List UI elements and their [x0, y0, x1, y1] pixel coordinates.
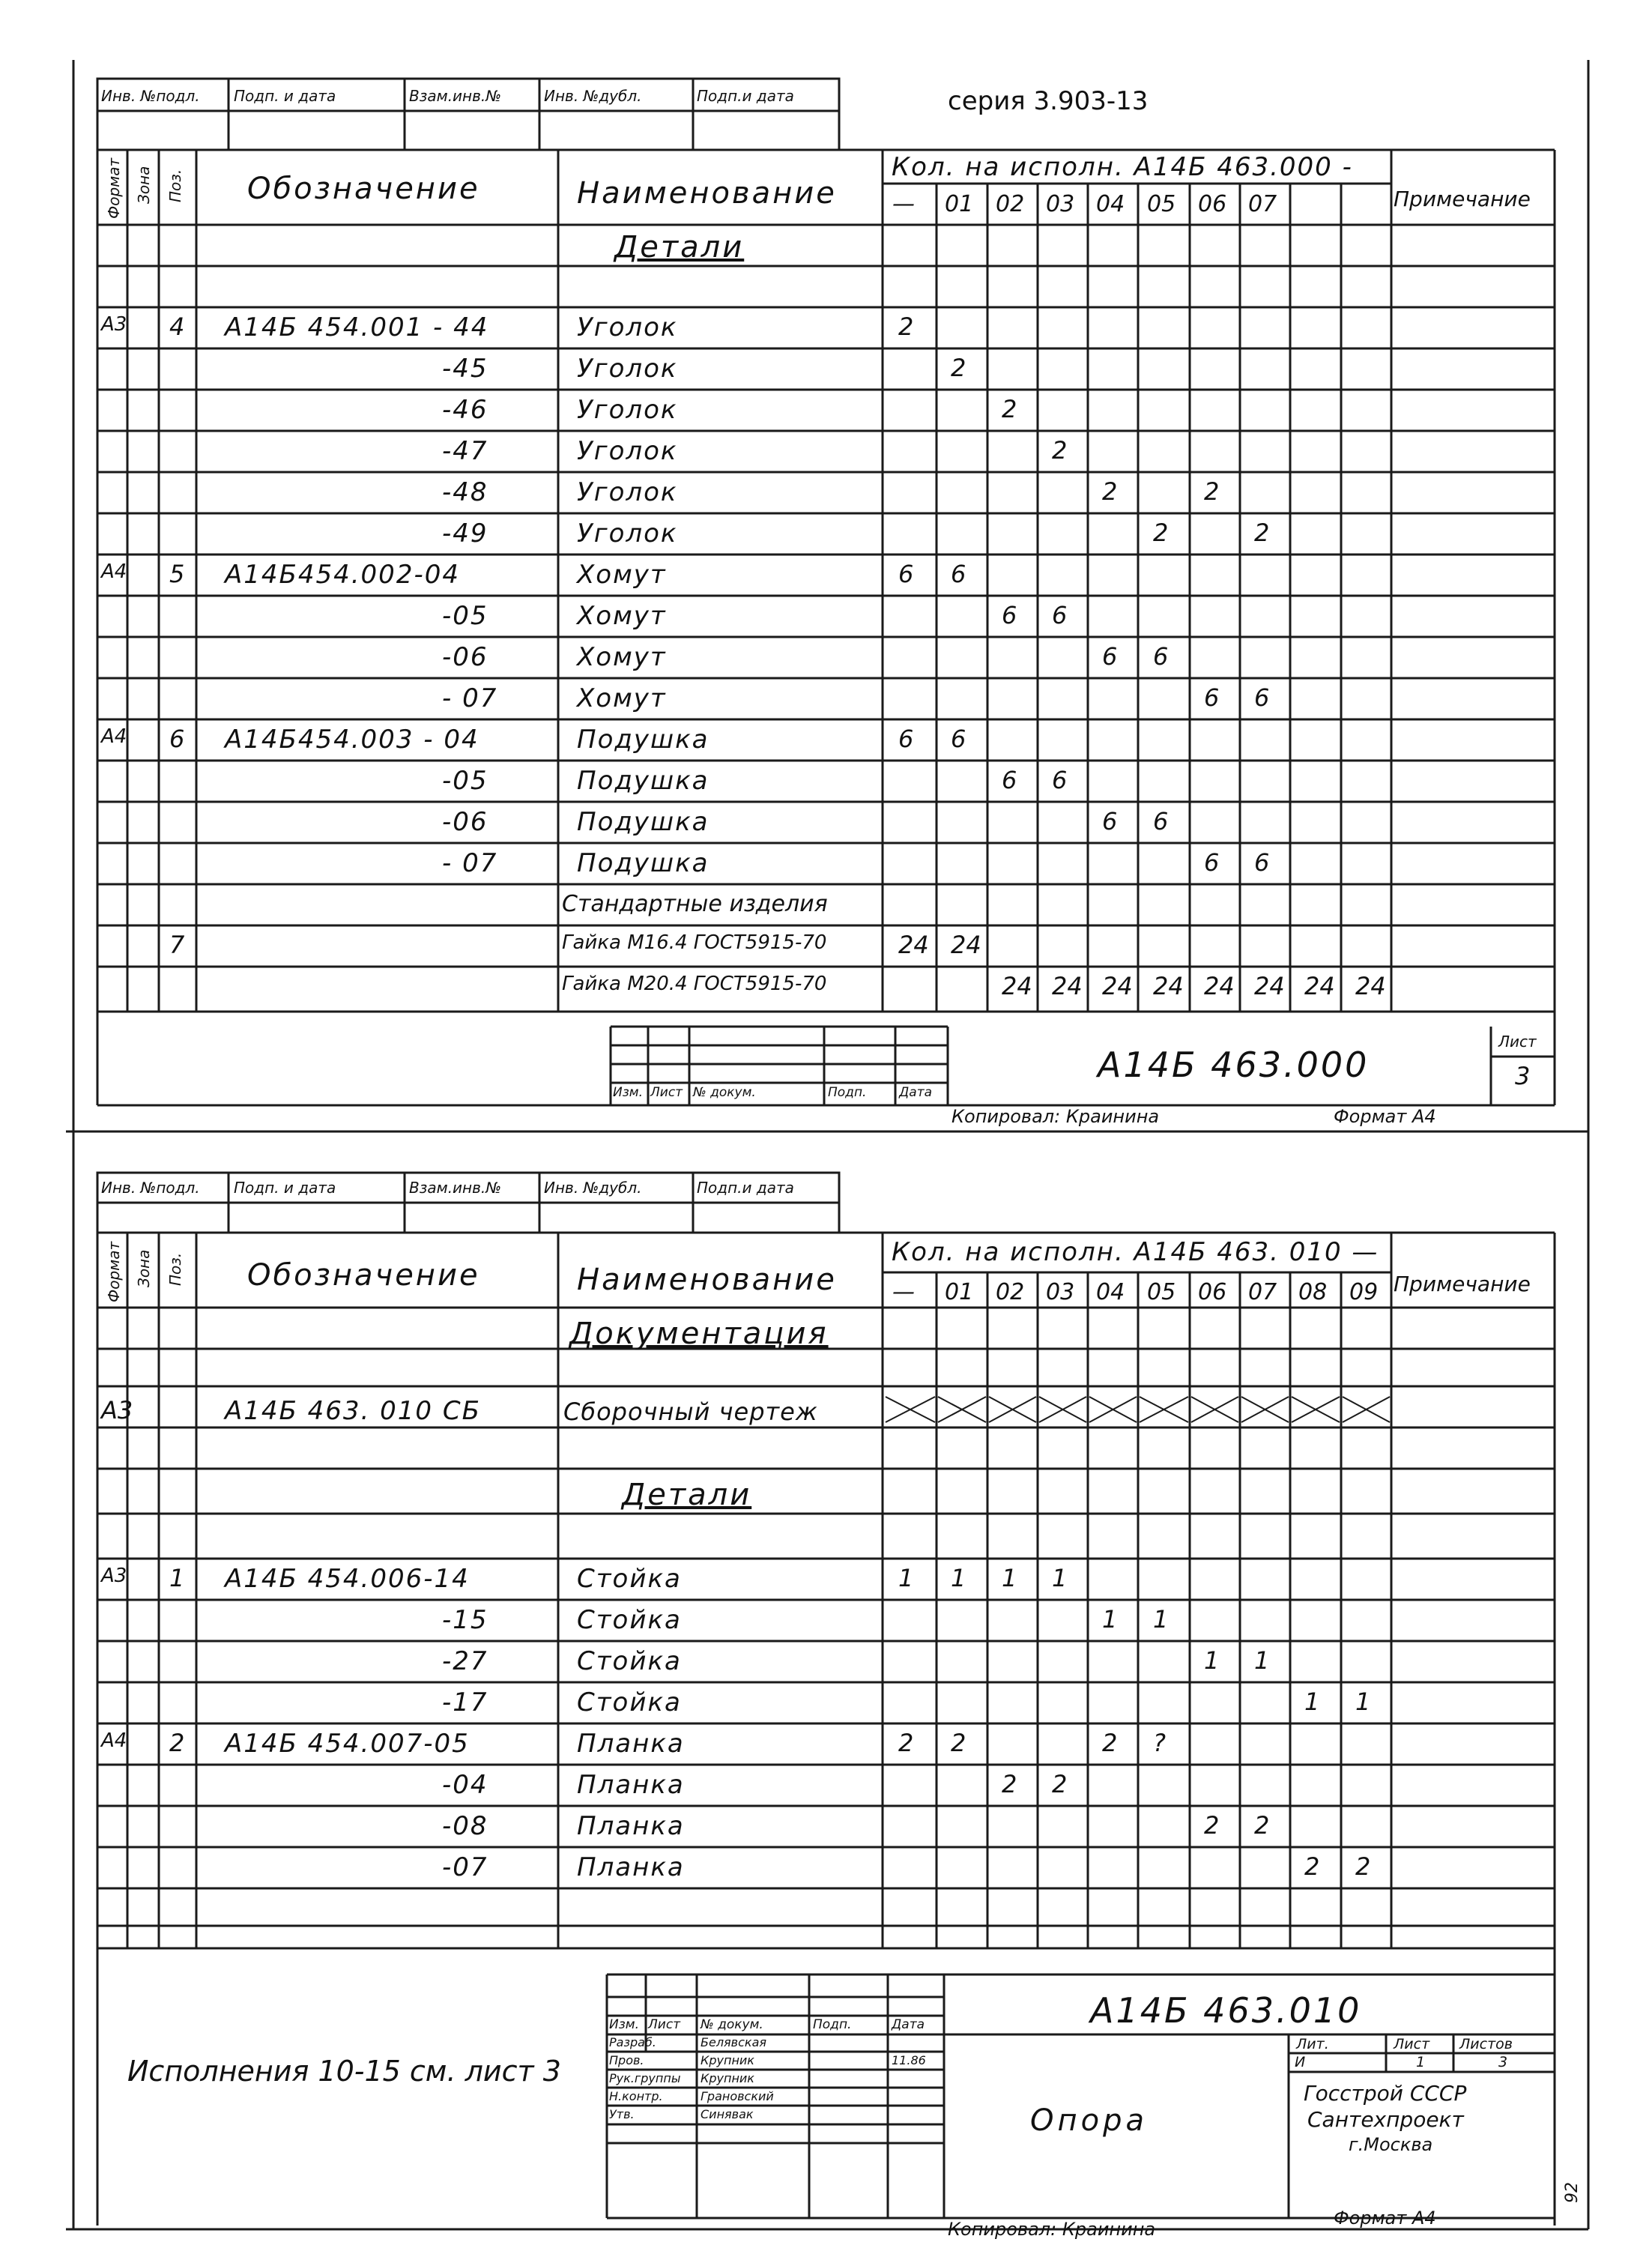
tb2-lit-label: Лит. [1296, 2036, 1329, 2052]
header2-name: Наименование [577, 1263, 837, 1297]
spec-row-name: Уголок [577, 312, 678, 342]
qty-cell: 6 [1102, 807, 1118, 836]
spec-row-designation: -06 [442, 642, 488, 672]
spec-row-designation: -45 [442, 354, 488, 384]
header2-note: Примечание [1394, 1272, 1531, 1296]
variant-col-header: — [892, 1279, 915, 1305]
series-label: серия 3.903-13 [948, 86, 1149, 116]
spec-row-designation: -04 [442, 1770, 488, 1800]
qty-cell: 1 [1002, 1564, 1017, 1592]
spec-row-pos: 5 [169, 560, 185, 588]
variant-col-header: 05 [1147, 191, 1176, 217]
tb1-list: Лист [650, 1085, 683, 1100]
spec-row-pos: 7 [169, 931, 185, 959]
variant-col-header: 06 [1198, 191, 1227, 217]
qty-cell: 6 [951, 560, 966, 588]
stamp-podp-data: Подп. и дата [234, 87, 336, 105]
qty-cell: 6 [1002, 601, 1017, 629]
variant-col-header: 01 [945, 1279, 974, 1305]
tb2-format: Формат А4 [1334, 2208, 1436, 2229]
header2-zone: Зона [135, 1249, 153, 1287]
spec-row-designation: -05 [442, 601, 488, 631]
variant-col-header: 05 [1147, 1279, 1176, 1305]
spec-row-format: А3 [101, 1565, 127, 1587]
spec-row-name: Планка [577, 1770, 685, 1800]
qty-cell: 6 [951, 725, 966, 753]
header-zone: Зона [135, 166, 153, 204]
spec-row-format: А4 [101, 725, 127, 748]
qty-cell: 2 [1102, 477, 1118, 506]
header-pos: Поз. [166, 169, 184, 202]
spec-row-designation: -07 [442, 1852, 488, 1882]
spec-row-designation: -47 [442, 436, 488, 466]
spec-row-designation: А14Б 454.001 - 44 [225, 312, 489, 342]
header-format: Формат [105, 157, 123, 219]
variants-note: Исполнения 10-15 см. лист 3 [127, 2055, 561, 2088]
tb2-role: Н.контр. [609, 2089, 663, 2103]
tb2-role: Рук.группы [609, 2071, 681, 2085]
spec-row-name: Подушка [577, 807, 709, 837]
variant-col-header: 01 [945, 191, 974, 217]
tb2-title: Опора [1030, 2103, 1149, 2138]
spec-row-name: Уголок [577, 519, 678, 549]
tb2-copied: Копировал: Краинина [948, 2219, 1156, 2240]
tb2-name: Крупник [701, 2071, 754, 2085]
spec-row-designation: А14Б 454.007-05 [225, 1729, 470, 1759]
spec-row-designation: -08 [442, 1811, 488, 1841]
qty-cell: ? [1153, 1729, 1166, 1757]
spec-row-name: Стойка [577, 1687, 682, 1717]
spec-row-format: А4 [101, 1729, 127, 1752]
qty-cell: 24 [1153, 972, 1184, 1000]
tb2-org2: Сантехпроект [1307, 2107, 1464, 2132]
spec-row-name: Подушка [577, 725, 709, 755]
spec-row-designation: -27 [442, 1646, 488, 1676]
spec-row-name: Планка [577, 1852, 685, 1882]
spec-row-pos: 2 [169, 1729, 185, 1757]
variant-col-header: 02 [996, 191, 1025, 217]
qty-cell: 24 [1254, 972, 1285, 1000]
qty-cell: 6 [898, 560, 914, 588]
spec-row-name: Подушка [577, 766, 709, 796]
tb2-role: Пров. [609, 2053, 644, 2067]
spec-row-designation: -05 [442, 766, 488, 796]
tb2-name: Синявак [701, 2107, 754, 2121]
spec-row-format: А3 [101, 313, 127, 336]
stamp2-inv-podl: Инв. №подл. [101, 1179, 200, 1197]
header2-format: Формат [105, 1241, 123, 1302]
tb1-copied: Копировал: Краинина [951, 1106, 1160, 1127]
spec-row-designation: -15 [442, 1605, 488, 1635]
tb2-date: Дата [892, 2017, 925, 2032]
qty-cell: 24 [1355, 972, 1386, 1000]
tb2-sheets-label: Листов [1459, 2036, 1513, 2052]
tb2-podp: Подп. [813, 2017, 852, 2032]
stamp-vzam: Взам.инв.№ [409, 87, 502, 105]
qty-cell: 24 [898, 931, 929, 959]
tb1-sheet-label: Лист [1498, 1033, 1537, 1051]
spec-row-name: Уголок [577, 436, 678, 466]
header2-pos: Поз. [166, 1252, 184, 1286]
page-number: 92 [1563, 2182, 1582, 2203]
qty-cell: 1 [898, 1564, 914, 1592]
spec-row-designation: А14Б 454.006-14 [225, 1564, 470, 1594]
qty-cell: 1 [1254, 1646, 1270, 1675]
stamp-podp-data-2: Подп.и дата [697, 87, 794, 105]
variant-col-header: 07 [1248, 1279, 1277, 1305]
qty-cell: 6 [1204, 848, 1220, 877]
tb2-designation: А14Б 463.010 [1090, 1990, 1362, 2031]
qty-cell: 2 [1002, 395, 1017, 423]
variant-col-header: 09 [1349, 1279, 1379, 1305]
qty-cell: 2 [1204, 1811, 1220, 1840]
stamp2-inv-dubl: Инв. №дубл. [544, 1179, 642, 1197]
stamp2-podp-data-2: Подп.и дата [697, 1179, 794, 1197]
qty-cell: 6 [1204, 683, 1220, 712]
variant-col-header: 03 [1046, 1279, 1075, 1305]
spec-row-name: Подушка [577, 848, 709, 878]
tb2-org1: Госстрой СССР [1304, 2081, 1467, 2106]
variant-col-header: — [892, 191, 915, 217]
qty-cell: 2 [1355, 1852, 1371, 1881]
tb1-izm: Изм. [613, 1085, 643, 1100]
tb1-doc: № докум. [693, 1085, 756, 1100]
qty-cell: 1 [1355, 1687, 1371, 1716]
qty-cell: 2 [1204, 477, 1220, 506]
qty-cell: 24 [1304, 972, 1335, 1000]
tb2-list: Лист [648, 2017, 681, 2032]
qty-cell: 24 [1204, 972, 1235, 1000]
qty-cell: 24 [1052, 972, 1083, 1000]
tb1-format: Формат А4 [1334, 1106, 1436, 1127]
qty-cell: 6 [1254, 848, 1270, 877]
spec-row-designation: -46 [442, 395, 488, 425]
section-standard: Стандартные изделия [562, 891, 828, 917]
qty-cell: 2 [1052, 436, 1068, 465]
doc-row-designation: А14Б 463. 010 СБ [225, 1396, 481, 1426]
qty-cell: 6 [898, 725, 914, 753]
tb2-date1: 11.86 [892, 2053, 926, 2067]
spec-row-name: Уголок [577, 477, 678, 507]
stamp-inv-podl: Инв. №подл. [101, 87, 200, 105]
spec-row-name: Хомут [577, 642, 667, 672]
qty-cell: 6 [1002, 766, 1017, 794]
qty-cell: 1 [1153, 1605, 1169, 1634]
spec-row-designation: -48 [442, 477, 488, 507]
header-note: Примечание [1394, 187, 1531, 211]
qty-header: Кол. на исполн. А14Б 463.000 - [892, 152, 1353, 182]
variant-col-header: 04 [1096, 191, 1125, 217]
tb1-designation: А14Б 463.000 [1098, 1045, 1370, 1085]
header-name: Наименование [577, 176, 837, 211]
qty-cell: 2 [1153, 519, 1169, 547]
spec-row-designation: -06 [442, 807, 488, 837]
qty-cell: 6 [1052, 766, 1068, 794]
qty-cell: 24 [1102, 972, 1133, 1000]
stamp2-podp-data: Подп. и дата [234, 1179, 336, 1197]
tb2-name: Белявская [701, 2035, 766, 2049]
tb2-sheet-no: 1 [1416, 2054, 1426, 2070]
spec-row-name: Планка [577, 1729, 685, 1759]
tb2-name: Крупник [701, 2053, 754, 2067]
qty-cell: 1 [1204, 1646, 1220, 1675]
qty-cell: 6 [1153, 642, 1169, 671]
tb2-role: Разраб. [609, 2035, 656, 2049]
qty-cell: 1 [1052, 1564, 1068, 1592]
tb2-org3: г.Москва [1349, 2134, 1433, 2155]
tb2-sheet-label: Лист [1394, 2036, 1430, 2052]
spec-row-name: Планка [577, 1811, 685, 1841]
tb2-doc: № докум. [701, 2017, 763, 2032]
header-designation: Обозначение [247, 172, 480, 206]
tb2-role: Утв. [609, 2107, 635, 2121]
section-documentation: Документация [569, 1317, 829, 1351]
spec-row-name: Стойка [577, 1605, 682, 1635]
section-details: Детали [614, 230, 745, 265]
stamp2-vzam: Взам.инв.№ [409, 1179, 502, 1197]
qty-cell: 1 [951, 1564, 966, 1592]
qty-cell: 2 [951, 354, 966, 382]
qty-cell: 1 [1304, 1687, 1320, 1716]
tb2-izm: Изм. [609, 2017, 639, 2032]
tb1-podp: Подп. [828, 1085, 867, 1100]
spec-row-name: Стойка [577, 1646, 682, 1676]
spec-row-name: Гайка М16.4 ГОСТ5915-70 [562, 931, 827, 954]
spec-row-format: А4 [101, 560, 127, 583]
tb2-name: Грановский [701, 2089, 774, 2103]
tb1-date: Дата [899, 1085, 933, 1100]
spec-row-pos: 1 [169, 1564, 185, 1592]
qty-cell: 2 [1304, 1852, 1320, 1881]
variant-col-header: 02 [996, 1279, 1025, 1305]
qty-cell: 2 [898, 1729, 914, 1757]
variant-col-header: 08 [1298, 1279, 1328, 1305]
variant-col-header: 06 [1198, 1279, 1227, 1305]
tb2-lit-value: И [1295, 2054, 1306, 2070]
spec-row-pos: 6 [169, 725, 185, 753]
qty-cell: 2 [951, 1729, 966, 1757]
tb1-sheet-no: 3 [1515, 1062, 1531, 1090]
spec-row-designation: А14Б454.003 - 04 [225, 725, 479, 755]
qty-cell: 2 [1254, 1811, 1270, 1840]
spec-row-name: Гайка М20.4 ГОСТ5915-70 [562, 973, 827, 995]
header2-designation: Обозначение [247, 1258, 480, 1293]
doc-row-format: А3 [101, 1396, 133, 1424]
qty-cell: 2 [1102, 1729, 1118, 1757]
spec-row-name: Хомут [577, 683, 667, 713]
tb2-sheets-no: 3 [1498, 2054, 1508, 2070]
qty-cell: 2 [898, 312, 914, 341]
spec-row-designation: - 07 [442, 683, 498, 713]
qty-cell: 6 [1052, 601, 1068, 629]
variant-col-header: 07 [1248, 191, 1277, 217]
qty-cell: 2 [1002, 1770, 1017, 1798]
spec-row-name: Уголок [577, 395, 678, 425]
qty-cell: 6 [1153, 807, 1169, 836]
spec-row-name: Хомут [577, 560, 667, 590]
spec-row-designation: -49 [442, 519, 488, 549]
stamp-inv-dubl: Инв. №дубл. [544, 87, 642, 105]
qty-cell: 2 [1052, 1770, 1068, 1798]
qty-cell: 6 [1102, 642, 1118, 671]
qty-cell: 1 [1102, 1605, 1118, 1634]
qty-cell: 6 [1254, 683, 1270, 712]
doc-row-name: Сборочный чертеж [563, 1398, 818, 1426]
section2-details: Детали [622, 1478, 752, 1512]
qty-cell: 2 [1254, 519, 1270, 547]
variant-col-header: 04 [1096, 1279, 1125, 1305]
variant-col-header: 03 [1046, 191, 1075, 217]
spec-row-name: Хомут [577, 601, 667, 631]
spec-row-designation: - 07 [442, 848, 498, 878]
qty-cell: 24 [951, 931, 981, 959]
spec-row-designation: -17 [442, 1687, 488, 1717]
spec-row-name: Стойка [577, 1564, 682, 1594]
qty-cell: 24 [1002, 972, 1032, 1000]
spec-row-name: Уголок [577, 354, 678, 384]
spec-row-designation: А14Б454.002-04 [225, 560, 460, 590]
spec-row-pos: 4 [169, 312, 185, 341]
qty2-header: Кол. на исполн. А14Б 463. 010 — [892, 1237, 1379, 1267]
